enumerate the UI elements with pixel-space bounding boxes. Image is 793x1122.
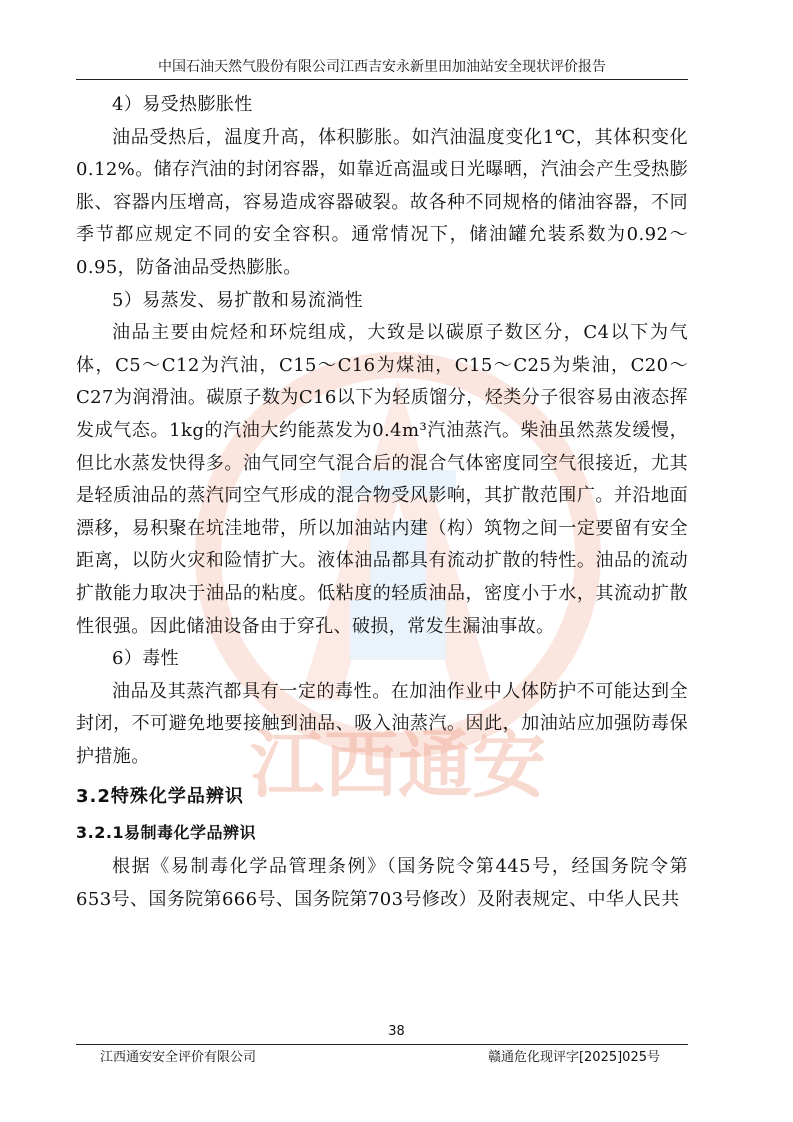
subheading-evaporation: 5）易蒸发、易扩散和易流淌性: [112, 289, 364, 311]
footer-divider: [76, 1044, 688, 1045]
subheading-toxicity: 6）毒性: [112, 648, 180, 670]
page-body: [76, 89, 688, 917]
subsection-heading-precursor-chemicals: 3.2.1易制毒化学品辨识: [76, 823, 257, 843]
subheading-thermal-expansion: 4）易受热膨胀性: [112, 94, 253, 115]
paragraph-thermal-expansion: 油品受热后，温度升高，体积膨胀。如汽油温度变化1℃，其体积变化0.12%。储存汽油的封闭容器，如靠近高温或日光曝晒，汽油会产生受热膨胀、容器内压增高，容易造成容器破裂。故各种不同规格的储油容器，不同季节都应规定不同的安全容积。通常情况下，储油罐允装系数为0.92～0.95，防备油品受热膨胀。: [76, 126, 688, 278]
paragraph-toxicity: 油品及其蒸汽都具有一定的毒性。在加油作业中人体防护不可能达到全封闭，不可避免地要接触到油品、吸入油蒸汽。因此，加油站应加强防毒保护措施。: [76, 680, 688, 767]
watermark-text: 江西通安: [250, 722, 546, 808]
paragraph-precursor-regulation: 根据《易制毒化学品管理条例》（国务院令第445号，经国务院令第653号、国务院第666号、国务院第703号修改）及附表规定、中华人民共: [76, 856, 688, 911]
footer-report-number: 赣通危化现评字[2025]025号: [487, 1050, 660, 1065]
header-divider: [76, 79, 688, 80]
section-heading-special-chemicals: 3.2特殊化学品辨识: [76, 786, 244, 808]
footer-company: 江西通安安全评价有限公司: [100, 1050, 257, 1065]
page-header-title: 中国石油天然气股份有限公司江西吉安永新里田加油站安全现状评价报告: [158, 59, 606, 75]
paragraph-evaporation: 油品主要由烷烃和环烷组成，大致是以碳原子数区分，C4以下为气体，C5～C12为汽油，C15～C16为煤油，C15～C25为柴油，C20～C27为润滑油。碳原子数为C16以下为轻质馏分，烃类分子很容易由液态挥发成气态。1kg的汽油大约能蒸发为0.4m³汽油蒸汽。柴油虽然蒸发缓慢，但比水蒸发快得多。油气同空气混合后的混合气体密度同空气很接近，尤其是轻质油品的蒸汽同空气形成的混合物受风影响，其扩散范围广。并沿地面漂移，易积聚在坑洼地带，所以加油站内建（构）筑物之间一定要留有安全距离，以防火灾和险情扩大。液体油品都具有流动扩散的特性。油品的流动扩散能力取决于油品的粘度。低粘度的轻质油品，密度小于水，其流动扩散性很强。因此储油设备由于穿孔、破损，常发生漏油事故。: [76, 322, 688, 637]
page-number: 38: [388, 1024, 405, 1039]
